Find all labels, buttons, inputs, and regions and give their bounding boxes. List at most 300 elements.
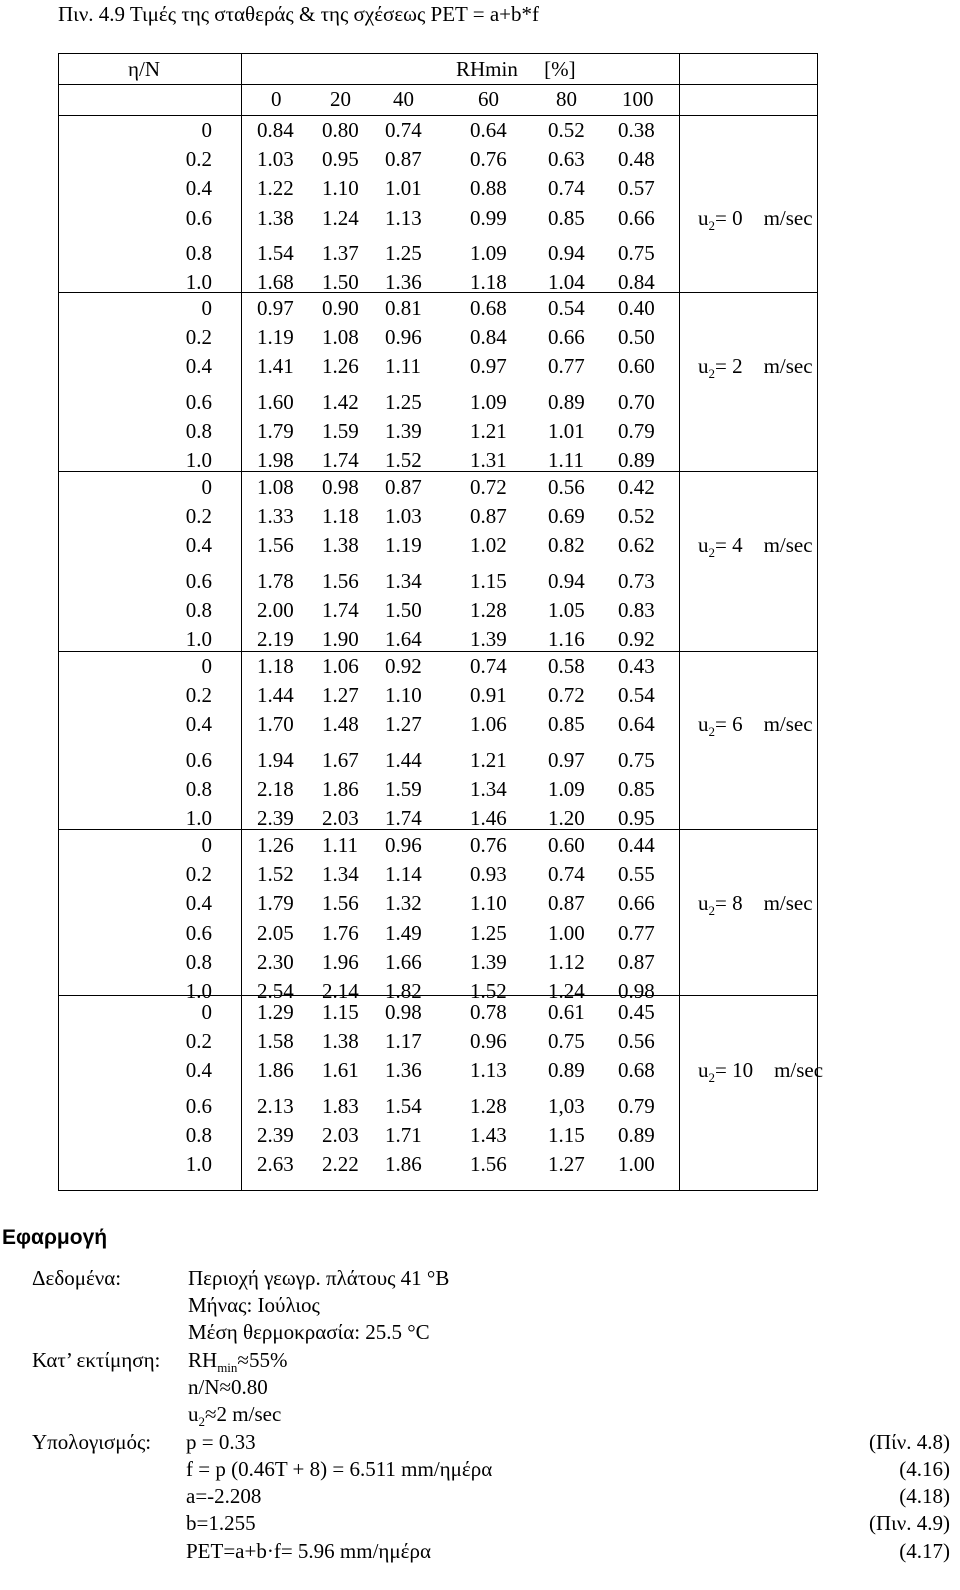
value-cell: 1.41 <box>257 354 294 378</box>
eta-cell: 1.0 <box>185 1152 212 1176</box>
column-header-rhmin: RHmin [%] <box>456 57 576 81</box>
value-cell: 1.39 <box>385 419 422 443</box>
value-cell: 0.57 <box>618 176 655 200</box>
value-cell: 1.61 <box>322 1058 359 1082</box>
value-cell: 1.76 <box>322 921 359 945</box>
value-cell: 1.54 <box>385 1094 422 1118</box>
value-cell: 0.94 <box>548 241 585 265</box>
value-cell: 1.05 <box>548 598 585 622</box>
value-cell: 2.03 <box>322 806 359 830</box>
value-cell: 1.56 <box>322 569 359 593</box>
table-row <box>58 1094 688 1122</box>
eta-cell: 0.6 <box>185 206 212 230</box>
value-cell: 1.27 <box>322 683 359 707</box>
value-cell: 0.95 <box>618 806 655 830</box>
value-cell: 0.72 <box>470 475 507 499</box>
table-row <box>58 1152 688 1180</box>
eta-cell: 0.6 <box>185 390 212 414</box>
table-row <box>58 147 688 175</box>
eta-cell: 0 <box>201 654 212 678</box>
value-cell: 0.77 <box>618 921 655 945</box>
estimate-label: Κατ’ εκτίμηση: <box>32 1348 161 1372</box>
value-cell: 0.40 <box>618 296 655 320</box>
table-row <box>58 504 688 532</box>
value-cell: 1.86 <box>322 777 359 801</box>
value-cell: 1.38 <box>257 206 294 230</box>
value-cell: 2.00 <box>257 598 294 622</box>
value-cell: 0.87 <box>385 147 422 171</box>
u2-estimate-line: $u_2\approx 2$ m/sec <box>188 1402 282 1430</box>
value-cell: 1.74 <box>322 448 359 472</box>
value-cell: 1.27 <box>385 712 422 736</box>
eta-cell: 1.0 <box>185 627 212 651</box>
eta-cell: 0.2 <box>185 147 212 171</box>
value-cell: 0.76 <box>470 833 507 857</box>
value-cell: 2.30 <box>257 950 294 974</box>
value-cell: 1.48 <box>322 712 359 736</box>
eta-cell: 0 <box>201 118 212 142</box>
b-ref: (Πιν. 4.9) <box>868 1511 950 1535</box>
table-hline-header <box>58 84 818 85</box>
table-row <box>58 891 688 919</box>
value-cell: 1.09 <box>548 777 585 801</box>
value-cell: 1.56 <box>322 891 359 915</box>
value-cell: 0.87 <box>618 950 655 974</box>
value-cell: 0.45 <box>618 1000 655 1024</box>
value-cell: 0.68 <box>470 296 507 320</box>
value-cell: 0.96 <box>385 325 422 349</box>
value-cell: 1.01 <box>385 176 422 200</box>
eta-cell: 0.8 <box>185 950 212 974</box>
rh-value-header: 0 <box>271 87 282 111</box>
table-row <box>58 712 688 740</box>
value-cell: 1.68 <box>257 270 294 294</box>
value-cell: 0.66 <box>618 206 655 230</box>
value-cell: 1.54 <box>257 241 294 265</box>
value-cell: 1.52 <box>385 448 422 472</box>
table-row <box>58 806 688 834</box>
eta-cell: 1.0 <box>185 448 212 472</box>
column-header-eta: η/N <box>128 57 160 81</box>
value-cell: 1.25 <box>470 921 507 945</box>
value-cell: 1.15 <box>548 1123 585 1147</box>
value-cell: 1.21 <box>470 419 507 443</box>
value-cell: 0.80 <box>322 118 359 142</box>
value-cell: 0.84 <box>470 325 507 349</box>
value-cell: 1.64 <box>385 627 422 651</box>
value-cell: 0.69 <box>548 504 585 528</box>
value-cell: 1.34 <box>322 862 359 886</box>
eta-cell: 0 <box>201 833 212 857</box>
value-cell: 1.31 <box>470 448 507 472</box>
value-cell: 0.98 <box>618 979 655 1003</box>
value-cell: 2.54 <box>257 979 294 1003</box>
value-cell: 1.15 <box>322 1000 359 1024</box>
value-cell: 1.03 <box>385 504 422 528</box>
value-cell: 1.24 <box>322 206 359 230</box>
month-line: Μήνας: Ιούλιος <box>188 1293 320 1317</box>
value-cell: 0.58 <box>548 654 585 678</box>
value-cell: 0.78 <box>470 1000 507 1024</box>
value-cell: 0.84 <box>618 270 655 294</box>
value-cell: 1.46 <box>470 806 507 830</box>
value-cell: 0.89 <box>618 1123 655 1147</box>
value-cell: 2.13 <box>257 1094 294 1118</box>
value-cell: 1.86 <box>257 1058 294 1082</box>
value-cell: 1.25 <box>385 241 422 265</box>
value-cell: 0.84 <box>257 118 294 142</box>
value-cell: 0.72 <box>548 683 585 707</box>
table-row <box>58 921 688 949</box>
value-cell: 0.56 <box>548 475 585 499</box>
value-cell: 0.99 <box>470 206 507 230</box>
value-cell: 1.00 <box>618 1152 655 1176</box>
value-cell: 0.74 <box>470 654 507 678</box>
value-cell: 1.28 <box>470 598 507 622</box>
eta-cell: 0.2 <box>185 325 212 349</box>
table-row <box>58 475 688 503</box>
value-cell: 1.21 <box>470 748 507 772</box>
value-cell: 1.06 <box>322 654 359 678</box>
value-cell: 2.18 <box>257 777 294 801</box>
wind-speed-label: $u_2= 8$ m/sec <box>698 891 813 919</box>
pet-ref: (4.17) <box>899 1539 950 1563</box>
value-cell: 0.54 <box>618 683 655 707</box>
value-cell: 0.55 <box>618 862 655 886</box>
table-row <box>58 241 688 269</box>
value-cell: 1.39 <box>470 950 507 974</box>
value-cell: 1.26 <box>257 833 294 857</box>
value-cell: 0.85 <box>548 206 585 230</box>
value-cell: 1.49 <box>385 921 422 945</box>
value-cell: 1.34 <box>470 777 507 801</box>
table-row <box>58 569 688 597</box>
value-cell: 0.60 <box>548 833 585 857</box>
value-cell: 1.58 <box>257 1029 294 1053</box>
table-row <box>58 1029 688 1057</box>
value-cell: 1.66 <box>385 950 422 974</box>
value-cell: 1.52 <box>470 979 507 1003</box>
eta-cell: 0.6 <box>185 921 212 945</box>
value-cell: 1.19 <box>385 533 422 557</box>
value-cell: 0.79 <box>618 1094 655 1118</box>
value-cell: 1.32 <box>385 891 422 915</box>
table-row <box>58 683 688 711</box>
rh-value-header: 100 <box>622 87 654 111</box>
value-cell: 1.25 <box>385 390 422 414</box>
value-cell: 2.14 <box>322 979 359 1003</box>
value-cell: 0.96 <box>470 1029 507 1053</box>
value-cell: 1.98 <box>257 448 294 472</box>
wind-speed-label: $u_2= 10$ m/sec <box>698 1058 824 1086</box>
value-cell: 1.67 <box>322 748 359 772</box>
value-cell: 1.56 <box>257 533 294 557</box>
table-row <box>58 654 688 682</box>
value-cell: 1.09 <box>470 241 507 265</box>
table-row <box>58 1000 688 1028</box>
value-cell: 0.87 <box>548 891 585 915</box>
wind-speed-label: $u_2= 6$ m/sec <box>698 712 813 740</box>
pet-line: PET=a+b·f= 5.96 mm/ημέρα <box>186 1539 431 1563</box>
eta-cell: 1.0 <box>185 979 212 1003</box>
value-cell: 1.38 <box>322 1029 359 1053</box>
value-cell: 0.74 <box>548 176 585 200</box>
value-cell: 0.90 <box>322 296 359 320</box>
value-cell: 0.74 <box>385 118 422 142</box>
value-cell: 1.34 <box>385 569 422 593</box>
value-cell: 1.74 <box>322 598 359 622</box>
wind-speed-label: $u_2= 2$ m/sec <box>698 354 813 382</box>
table-row <box>58 598 688 626</box>
value-cell: 1.08 <box>322 325 359 349</box>
value-cell: 1.71 <box>385 1123 422 1147</box>
value-cell: 1.74 <box>385 806 422 830</box>
a-line: a=-2.208 <box>186 1484 262 1508</box>
value-cell: 0.75 <box>618 241 655 265</box>
calc-label: Υπολογισμός: <box>32 1430 152 1454</box>
value-cell: 0.87 <box>470 504 507 528</box>
table-row <box>58 777 688 805</box>
value-cell: 0.93 <box>470 862 507 886</box>
value-cell: 0.85 <box>548 712 585 736</box>
eta-cell: 0.4 <box>185 712 212 736</box>
value-cell: 0.48 <box>618 147 655 171</box>
value-cell: 1.00 <box>548 921 585 945</box>
value-cell: 1,03 <box>548 1094 585 1118</box>
value-cell: 1.18 <box>257 654 294 678</box>
value-cell: 0.62 <box>618 533 655 557</box>
table-row <box>58 118 688 146</box>
value-cell: 1.10 <box>470 891 507 915</box>
value-cell: 1.78 <box>257 569 294 593</box>
value-cell: 1.08 <box>257 475 294 499</box>
value-cell: 1.17 <box>385 1029 422 1053</box>
data-label: Δεδομένα: <box>32 1266 122 1290</box>
value-cell: 0.60 <box>618 354 655 378</box>
value-cell: 2.63 <box>257 1152 294 1176</box>
eta-cell: 0.4 <box>185 533 212 557</box>
eta-cell: 1.0 <box>185 806 212 830</box>
value-cell: 0.70 <box>618 390 655 414</box>
value-cell: 1.33 <box>257 504 294 528</box>
value-cell: 1.70 <box>257 712 294 736</box>
value-cell: 0.44 <box>618 833 655 857</box>
table-row <box>58 533 688 561</box>
value-cell: 1.44 <box>257 683 294 707</box>
value-cell: 1.06 <box>470 712 507 736</box>
value-cell: 0.82 <box>548 533 585 557</box>
value-cell: 1.86 <box>385 1152 422 1176</box>
value-cell: 0.52 <box>548 118 585 142</box>
f-ref: (4.16) <box>899 1457 950 1481</box>
eta-cell: 0.2 <box>185 1029 212 1053</box>
region-line: Περιοχή γεωγρ. πλάτους 41 °Β <box>188 1266 450 1290</box>
value-cell: 1.12 <box>548 950 585 974</box>
value-cell: 1.04 <box>548 270 585 294</box>
eta-cell: 0.8 <box>185 419 212 443</box>
value-cell: 0.79 <box>618 419 655 443</box>
table-hline-subheader <box>58 115 818 116</box>
value-cell: 1.56 <box>470 1152 507 1176</box>
value-cell: 1.37 <box>322 241 359 265</box>
eta-cell: 0.6 <box>185 1094 212 1118</box>
application-title: Εφαρμογή <box>2 1226 108 1249</box>
table-row <box>58 748 688 776</box>
value-cell: 0.89 <box>548 390 585 414</box>
value-cell: 1.01 <box>548 419 585 443</box>
value-cell: 0.63 <box>548 147 585 171</box>
eta-cell: 0 <box>201 1000 212 1024</box>
wind-speed-label: $u_2= 0$ m/sec <box>698 206 813 234</box>
value-cell: 1.42 <box>322 390 359 414</box>
table-row <box>58 419 688 447</box>
value-cell: 1.10 <box>322 176 359 200</box>
value-cell: 1.03 <box>257 147 294 171</box>
eta-cell: 1.0 <box>185 270 212 294</box>
value-cell: 0.38 <box>618 118 655 142</box>
mean-temp-line: Μέση θερμοκρασία: 25.5 °C <box>188 1320 430 1344</box>
value-cell: 0.75 <box>618 748 655 772</box>
value-cell: 2.39 <box>257 1123 294 1147</box>
eta-cell: 0.2 <box>185 504 212 528</box>
eta-cell: 0.4 <box>185 176 212 200</box>
value-cell: 1.38 <box>322 533 359 557</box>
eta-cell: 0.4 <box>185 891 212 915</box>
value-cell: 0.87 <box>385 475 422 499</box>
value-cell: 2.03 <box>322 1123 359 1147</box>
value-cell: 1.29 <box>257 1000 294 1024</box>
eta-cell: 0.6 <box>185 569 212 593</box>
value-cell: 0.95 <box>322 147 359 171</box>
table-row <box>58 627 688 655</box>
value-cell: 1.36 <box>385 1058 422 1082</box>
value-cell: 2.39 <box>257 806 294 830</box>
p-ref: (Πίν. 4.8) <box>868 1430 950 1454</box>
table-row <box>58 1058 688 1086</box>
value-cell: 1.10 <box>385 683 422 707</box>
table-row <box>58 176 688 204</box>
value-cell: 0.91 <box>470 683 507 707</box>
value-cell: 1.79 <box>257 419 294 443</box>
value-cell: 0.73 <box>618 569 655 593</box>
table-row <box>58 448 688 476</box>
rh-value-header: 60 <box>478 87 499 111</box>
value-cell: 0.66 <box>548 325 585 349</box>
value-cell: 1.11 <box>548 448 584 472</box>
p-line: p = 0.33 <box>186 1430 256 1454</box>
value-cell: 1.44 <box>385 748 422 772</box>
eta-cell: 0.6 <box>185 748 212 772</box>
value-cell: 1.79 <box>257 891 294 915</box>
value-cell: 0.98 <box>322 475 359 499</box>
value-cell: 1.82 <box>385 979 422 1003</box>
value-cell: 1.11 <box>322 833 358 857</box>
value-cell: 0.92 <box>385 654 422 678</box>
value-cell: 1.11 <box>385 354 421 378</box>
table-row <box>58 206 688 234</box>
value-cell: 0.43 <box>618 654 655 678</box>
value-cell: 0.88 <box>470 176 507 200</box>
value-cell: 0.83 <box>618 598 655 622</box>
table-row <box>58 296 688 324</box>
rh-value-header: 40 <box>393 87 414 111</box>
value-cell: 0.94 <box>548 569 585 593</box>
table-row <box>58 833 688 861</box>
wind-speed-label: $u_2= 4$ m/sec <box>698 533 813 561</box>
value-cell: 1.26 <box>322 354 359 378</box>
value-cell: 1.83 <box>322 1094 359 1118</box>
value-cell: 1.50 <box>322 270 359 294</box>
eta-cell: 0.8 <box>185 241 212 265</box>
value-cell: 1.14 <box>385 862 422 886</box>
value-cell: 1.18 <box>470 270 507 294</box>
value-cell: 1.09 <box>470 390 507 414</box>
table-row <box>58 270 688 298</box>
value-cell: 0.66 <box>618 891 655 915</box>
value-cell: 0.64 <box>618 712 655 736</box>
value-cell: 1.96 <box>322 950 359 974</box>
value-cell: 0.75 <box>548 1029 585 1053</box>
value-cell: 0.97 <box>470 354 507 378</box>
table-row <box>58 354 688 382</box>
value-cell: 0.85 <box>618 777 655 801</box>
value-cell: 2.22 <box>322 1152 359 1176</box>
b-line: b=1.255 <box>186 1511 256 1535</box>
nn-estimate-line: n/N≈0.80 <box>188 1375 268 1399</box>
value-cell: 0.97 <box>548 748 585 772</box>
value-cell: 2.19 <box>257 627 294 651</box>
value-cell: 1.19 <box>257 325 294 349</box>
table-row <box>58 1123 688 1151</box>
eta-cell: 0.2 <box>185 683 212 707</box>
value-cell: 0.76 <box>470 147 507 171</box>
rh-value-header: 80 <box>556 87 577 111</box>
value-cell: 0.96 <box>385 833 422 857</box>
value-cell: 1.16 <box>548 627 585 651</box>
value-cell: 1.13 <box>385 206 422 230</box>
value-cell: 1.20 <box>548 806 585 830</box>
value-cell: 0.52 <box>618 504 655 528</box>
value-cell: 0.74 <box>548 862 585 886</box>
eta-cell: 0.8 <box>185 1123 212 1147</box>
value-cell: 1.18 <box>322 504 359 528</box>
value-cell: 1.24 <box>548 979 585 1003</box>
value-cell: 0.50 <box>618 325 655 349</box>
table-row <box>58 950 688 978</box>
value-cell: 1.60 <box>257 390 294 414</box>
f-line: f = p (0.46T + 8) = 6.511 mm/ημέρα <box>186 1457 493 1481</box>
value-cell: 0.61 <box>548 1000 585 1024</box>
value-cell: 0.81 <box>385 296 422 320</box>
value-cell: 1.28 <box>470 1094 507 1118</box>
eta-cell: 0 <box>201 475 212 499</box>
value-cell: 0.54 <box>548 296 585 320</box>
value-cell: 1.13 <box>470 1058 507 1082</box>
value-cell: 0.42 <box>618 475 655 499</box>
value-cell: 1.59 <box>322 419 359 443</box>
value-cell: 1.22 <box>257 176 294 200</box>
eta-cell: 0.2 <box>185 862 212 886</box>
eta-cell: 0.8 <box>185 598 212 622</box>
rh-estimate-line: $RH_{min}\approx 55\%$ <box>188 1348 288 1376</box>
value-cell: 0.77 <box>548 354 585 378</box>
table-row <box>58 390 688 418</box>
eta-cell: 0.4 <box>185 1058 212 1082</box>
value-cell: 1.52 <box>257 862 294 886</box>
eta-cell: 0 <box>201 296 212 320</box>
value-cell: 1.02 <box>470 533 507 557</box>
value-cell: 1.90 <box>322 627 359 651</box>
